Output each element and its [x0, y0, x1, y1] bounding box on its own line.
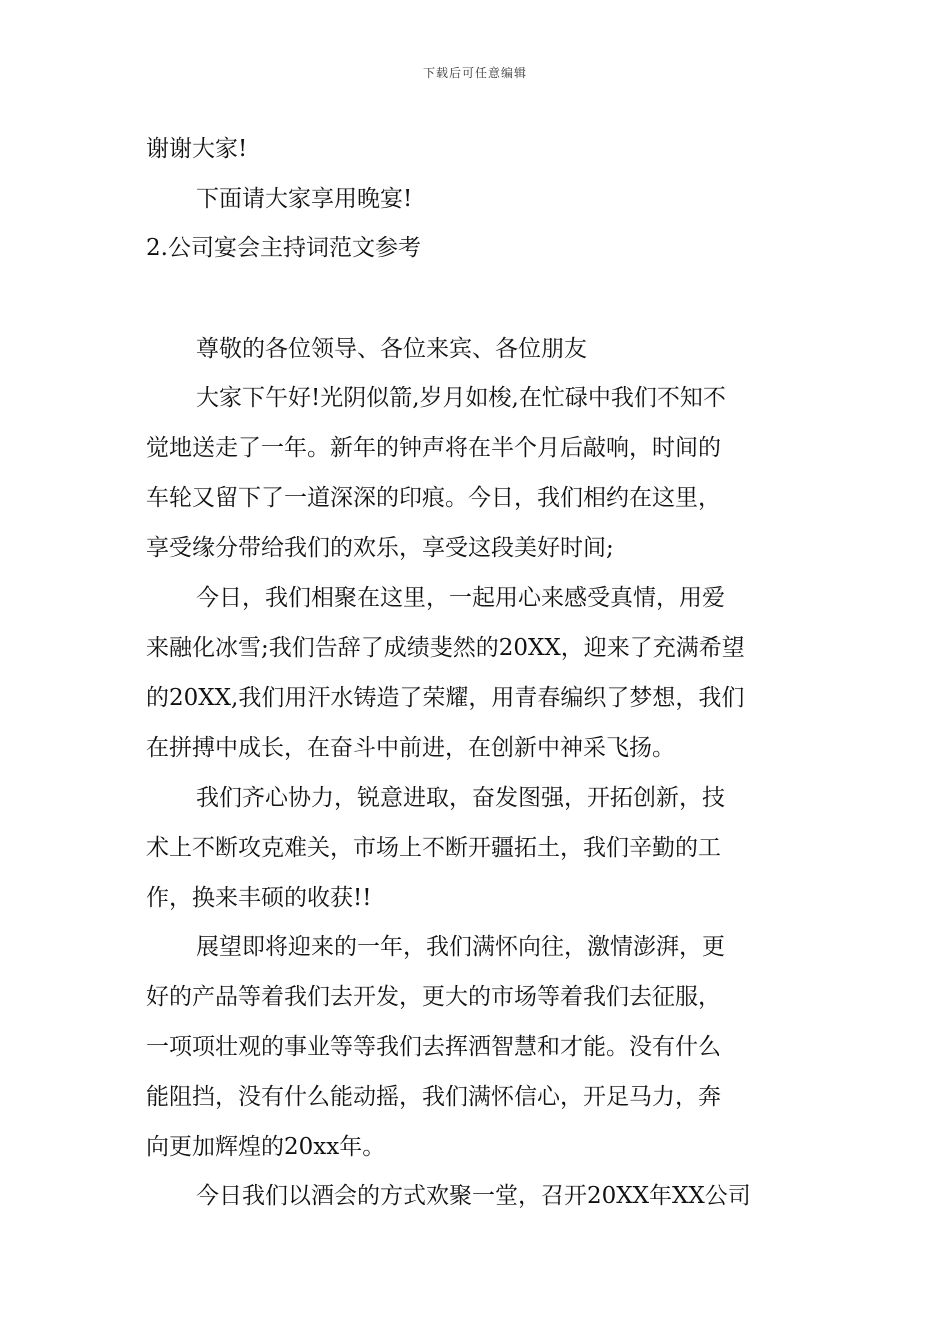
text-line-dinner: 下面请大家享用晚宴! — [196, 186, 413, 212]
paragraph-line: 车轮又留下了一道深深的印痕。今日，我们相约在这里， — [146, 485, 721, 511]
paragraph-line: 向更加辉煌的20xx年。 — [146, 1134, 386, 1160]
paragraph-line: 作，换来丰硕的收获!! — [146, 885, 372, 911]
text-line-thanks: 谢谢大家! — [146, 136, 248, 162]
paragraph-line: 今日，我们相聚在这里，一起用心来感受真情，用爱 — [196, 585, 725, 611]
salutation-line: 尊敬的各位领导、各位来宾、各位朋友 — [196, 336, 587, 362]
paragraph-line: 在拼搏中成长，在奋斗中前进，在创新中神采飞扬。 — [146, 735, 675, 761]
paragraph-line: 大家下午好!光阴似箭,岁月如梭,在忙碌中我们不知不 — [196, 385, 726, 411]
section-heading: 2.公司宴会主持词范文参考 — [146, 235, 421, 261]
paragraph-line: 展望即将迎来的一年，我们满怀向往，激情澎湃，更 — [196, 934, 725, 960]
paragraph-line: 我们齐心协力，锐意进取，奋发图强，开拓创新，技 — [196, 785, 725, 811]
paragraph-line: 好的产品等着我们去开发，更大的市场等着我们去征服， — [146, 984, 721, 1010]
paragraph-line: 一项项壮观的事业等等我们去挥洒智慧和才能。没有什么 — [146, 1034, 721, 1060]
paragraph-line: 享受缘分带给我们的欢乐，享受这段美好时间; — [146, 535, 614, 561]
paragraph-line: 能阻挡，没有什么能动摇，我们满怀信心，开足马力，奔 — [146, 1084, 721, 1110]
paragraph-line: 术上不断攻克难关，市场上不断开疆拓土，我们辛勤的工 — [146, 835, 721, 861]
paragraph-line: 来融化冰雪;我们告辞了成绩斐然的20XX，迎来了充满希望 — [146, 635, 745, 661]
paragraph-line: 今日我们以酒会的方式欢聚一堂，召开20XX年XX公司 — [196, 1183, 751, 1209]
paragraph-line: 的20XX,我们用汗水铸造了荣耀，用青春编织了梦想，我们 — [146, 685, 745, 711]
paragraph-line: 觉地送走了一年。新年的钟声将在半个月后敲响，时间的 — [146, 435, 721, 461]
page-header-note: 下载后可任意编辑 — [422, 66, 527, 80]
